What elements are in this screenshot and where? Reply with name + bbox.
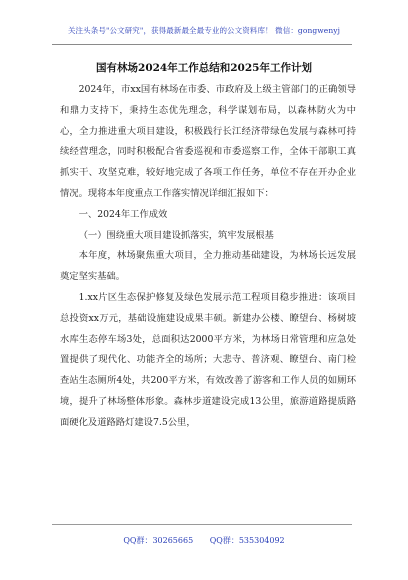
footer-qq-group-1: QQ群：30265665 <box>123 536 194 545</box>
footer-qq-group-2: QQ群：535304092 <box>209 536 285 545</box>
section-heading: 一、2024年工作成效 <box>78 208 168 220</box>
document-body <box>60 80 356 434</box>
footer-divider <box>52 524 352 525</box>
body-paragraph: 本年度，林场聚焦重大项目，全力推动基础建设，为林场长远发展奠定坚实基础。 <box>60 250 356 283</box>
subsection-heading: （一）围绕重大项目建设抓落实，筑牢发展根基 <box>78 229 274 241</box>
document-title: 国有林场2024年工作总结和2025年工作计划 <box>96 62 312 74</box>
body-paragraph: 1.xx片区生态保护修复及绿色发展示范工程项目稳步推进：该项目总投资xx万元，基础设施建设成果丰硕。新建办公楼、瞭望台、杨树坡水库生态停车场3处，总面积达2000平方米，为林场日常管理和应急处置提供了现代化、功能齐全的场所；大悲寺、普济观、瞭望台、南门检查站生态厕所4处，共200平方米，有效改善了游客和工作人员的如厕环境，提升了林场整体形象。森林步道建设完成13公里，旅游道路提质路面硬化及道路路灯建设7.5公里， <box>60 291 356 428</box>
header-divider <box>52 44 352 45</box>
footer-contact <box>0 535 408 546</box>
header-promo-note: 关注头条号"公文研究"，获得最新最全最专业的公文资料库！ 微信：gongwenyj <box>67 26 341 35</box>
intro-paragraph: 2024年，市xx国有林场在市委、市政府及上级主管部门的正确领导和鼎力支持下，秉持生态优先理念，科学谋划布局，以森林防火为中心，全力推进重大项目建设，积极践行长江经济带绿色发展与森林可持续经营理念，同时积极配合省委巡视和市委巡察工作，全体干部职工真抓实干、攻坚克难，较好地完成了各项工作任务，单位不存在开办企业情况。现将本年度重点工作落实情况详细汇报如下： <box>60 84 356 199</box>
